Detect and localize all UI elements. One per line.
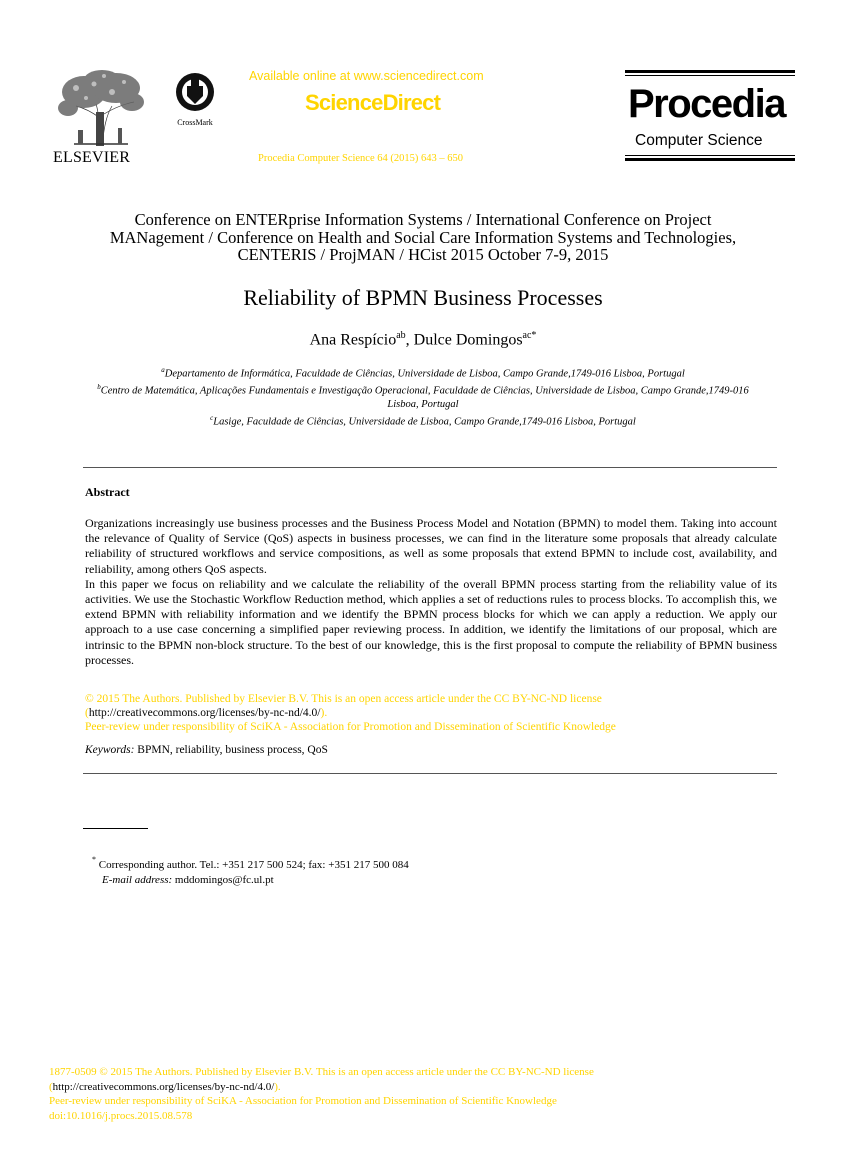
copyright-line: © 2015 The Authors. Published by Elsevier B.V. This is an open access article under the CC BY-NC-ND license	[85, 693, 602, 705]
available-online-text: Available online at www.sciencedirect.com	[249, 69, 484, 83]
keywords	[85, 744, 328, 756]
footnote-star: *	[92, 855, 96, 864]
author-affiliation-mark: ab	[396, 330, 406, 341]
bottom-license-link[interactable]: http://creativecommons.org/licenses/by-nc-nd/4.0/	[52, 1080, 275, 1093]
author-separator: ,	[405, 331, 414, 349]
footnote-rule	[83, 828, 148, 829]
affiliation	[90, 381, 756, 412]
author-name: Ana Respício	[309, 331, 397, 349]
affiliation-text: Centro de Matemática, Aplicações Fundamentais e Investigação Operacional, Faculdade de Ciências, Universidade de Lisboa, Campo Grande,1749-016 Lisboa, Portugal	[100, 385, 749, 410]
abstract-heading: Abstract	[85, 485, 130, 499]
author-list	[80, 330, 766, 349]
paper-title: Reliability of BPMN Business Processes	[243, 285, 603, 310]
email-label: E-mail address:	[102, 874, 173, 886]
crossmark-icon	[175, 72, 215, 112]
abstract-body	[85, 516, 777, 668]
abstract-top-rule	[83, 467, 777, 468]
affiliation-mark: c	[210, 413, 214, 422]
affiliation-mark: b	[97, 383, 101, 391]
conference-line: Conference on ENTERprise Information Systems / International Conference on Project	[134, 210, 712, 229]
publisher-name: ELSEVIER	[53, 149, 131, 166]
peer-review-line: Peer-review under responsibility of SciKA - Association for Promotion and Dissemination of Scientific Knowledge	[85, 721, 616, 733]
footnote	[92, 855, 409, 887]
keywords-label: Keywords:	[85, 744, 135, 756]
corresponding-author	[92, 855, 409, 873]
crossmark-badge[interactable]	[172, 72, 218, 127]
affiliation-text: Lasige, Faculdade de Ciências, Universidade de Lisboa, Campo Grande,1749-016 Lisboa, Portugal	[213, 416, 636, 427]
procedia-subtitle: Computer Science	[635, 132, 763, 149]
masthead-bottom-thin-rule	[625, 155, 795, 156]
conference-line: CENTERIS / ProjMAN / HCist 2015 October 7-9, 2015	[237, 245, 609, 264]
corresponding-text: Corresponding author. Tel.: +351 217 500 524; fax: +351 217 500 084	[98, 859, 409, 871]
doi-line[interactable]: doi:10.1016/j.procs.2015.08.578	[49, 1109, 193, 1122]
crossmark-label: CrossMark	[177, 118, 213, 127]
email-address[interactable]: mddomingos@fc.ul.pt	[174, 874, 274, 886]
sciencedirect-logo: ScienceDirect	[305, 90, 441, 115]
bottom-license-note	[49, 1065, 809, 1123]
journal-reference: Procedia Computer Science 64 (2015) 643 – 650	[258, 153, 463, 164]
conference-info	[80, 211, 766, 264]
issn-line: 1877-0509 © 2015 The Authors. Published by Elsevier B.V. This is an open access article under the CC BY-NC-ND license	[49, 1066, 594, 1078]
bottom-peer-review-line: Peer-review under responsibility of SciKA - Association for Promotion and Dissemination of Scientific Knowledge	[49, 1095, 557, 1107]
author-name: Dulce Domingos	[413, 331, 523, 349]
affiliation	[90, 412, 756, 429]
masthead-top-rule	[625, 70, 795, 73]
bottom-link-line: (http://creativecommons.org/licenses/by-nc-nd/4.0/).	[49, 1080, 281, 1093]
author-affiliation-mark: ac*	[522, 330, 537, 341]
affiliation-mark: a	[161, 366, 165, 374]
affiliation	[90, 364, 756, 381]
abstract-paragraph: In this paper we focus on reliability and we calculate the reliability of the overall BPMN process starting from the reliability value of its activities. We use the Stochastic Workflow Reduction method, which applies a set of reductions rules to process blocks. To accomplish this, we extend BPMN with reliability information and we identify the BPMN process blocks for which we can apply a reduction. We apply our approach to a use case concerning a simplified paper reviewing process. In addition, we identify the limitations of our proposal, which are intrinsic to the BPMN non-block structure. To the best of our knowledge, this is the first proposal to compute the reliability of BPMN business processes.	[85, 576, 777, 667]
elsevier-tree-logo	[54, 68, 148, 148]
license-link[interactable]: http://creativecommons.org/licenses/by-nc-nd/4.0/	[88, 707, 321, 719]
abstract-bottom-rule	[83, 773, 777, 774]
license-link-line: (http://creativecommons.org/licenses/by-nc-nd/4.0/).	[85, 707, 328, 719]
abstract-paragraph: Organizations increasingly use business processes and the Business Process Model and Notation (BPMN) to model them. Taking into account the relevance of Quality of Service (QoS) aspects in business processes, we can find in the literature some proposals that already calculate reliability of structured workflows and service compositions, as well as some proposals that extend BPMN to include cost, availability, and reliability, among others QoS aspects.	[85, 516, 777, 576]
affiliations	[90, 364, 756, 429]
copyright-notice	[85, 692, 777, 734]
masthead-top-thin-rule	[625, 75, 795, 76]
conference-line: MANagement / Conference on Health and Social Care Information Systems and Technologies,	[109, 227, 737, 247]
masthead-bottom-rule	[625, 158, 795, 161]
affiliation-text: Departamento de Informática, Faculdade de Ciências, Universidade de Lisboa, Campo Grande,1749-016 Lisboa, Portugal	[164, 368, 685, 380]
keywords-list: BPMN, reliability, business process, QoS	[137, 744, 328, 756]
procedia-title: Procedia	[628, 82, 785, 126]
procedia-masthead	[625, 70, 795, 161]
email-line	[92, 873, 409, 887]
